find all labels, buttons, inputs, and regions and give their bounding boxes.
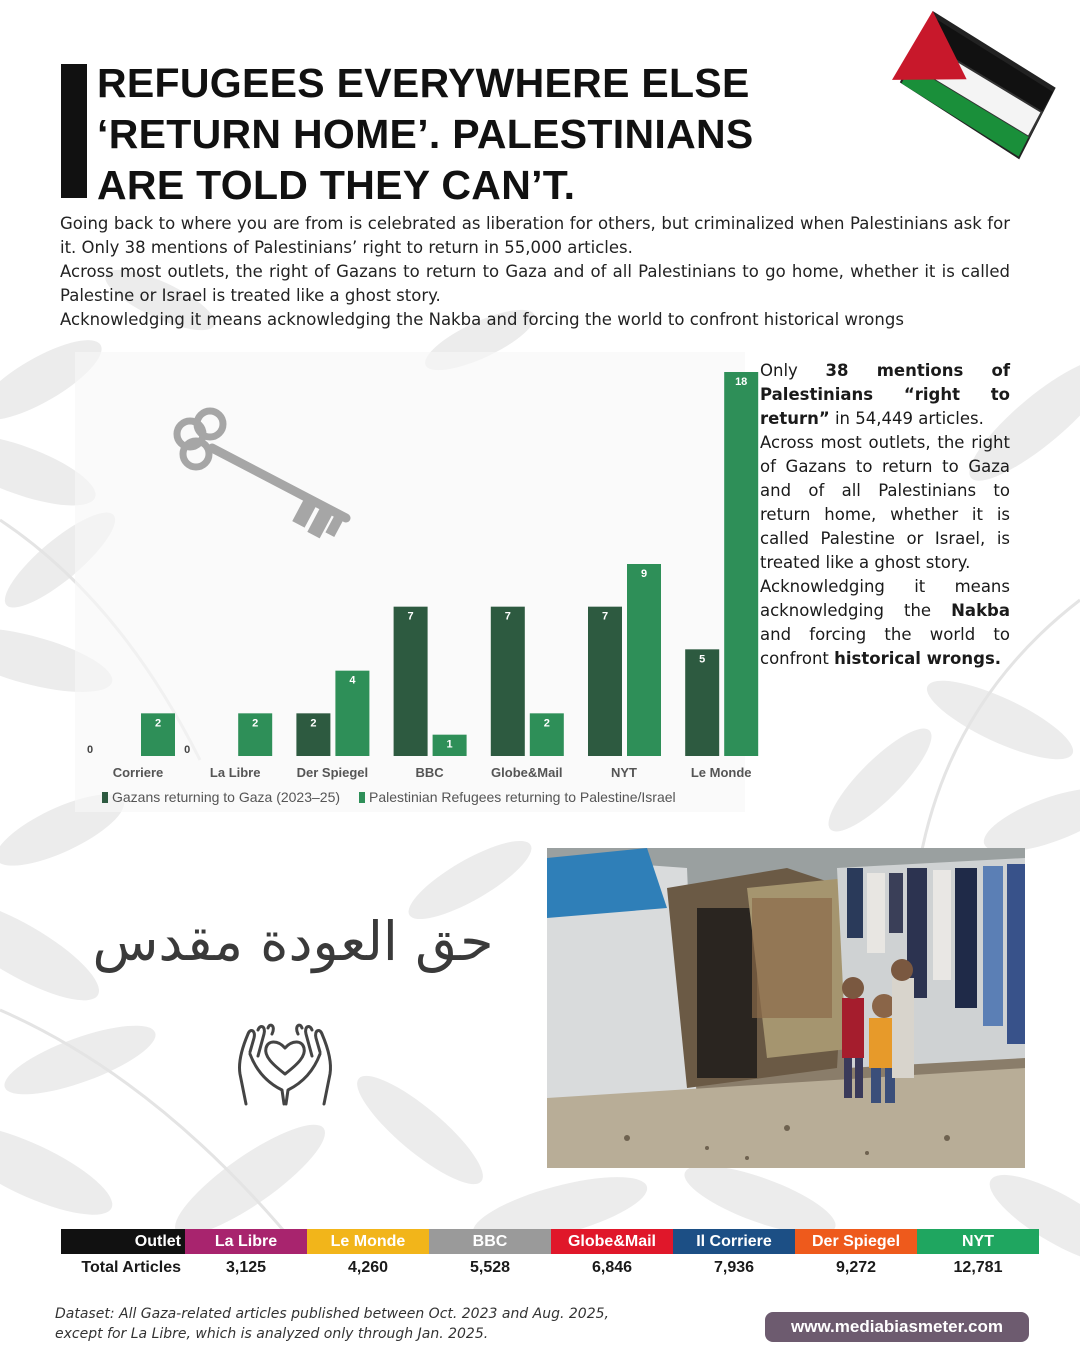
- totals-header-row: [61, 1229, 1039, 1254]
- chart-bar: [394, 607, 428, 756]
- chart-bar: [724, 372, 758, 756]
- totals-outlet-value: 5,528: [469, 1259, 511, 1276]
- title-line-3: ARE TOLD THEY CAN’T.: [97, 162, 576, 208]
- chart-data-label: 7: [601, 610, 609, 623]
- chart-data-label: 5: [699, 653, 706, 666]
- totals-outlet-header: BBC: [429, 1229, 551, 1254]
- website-link[interactable]: www.mediabiasmeter.com: [765, 1312, 1029, 1342]
- totals-values-row: [61, 1254, 1039, 1282]
- intro-text: [60, 212, 1010, 332]
- side-commentary: [760, 359, 1010, 671]
- intro-paragraph-2: Across most outlets, the right of Gazans to return to Gaza and of all Palestinians to go home, whether it is called Palestine or Israel is treated like a ghost story.: [60, 262, 1010, 305]
- chart-bar: [627, 564, 661, 756]
- chart-category-label: BBC: [415, 765, 444, 780]
- totals-values-label: Total Articles: [81, 1259, 181, 1276]
- arabic-calligraphy: [92, 888, 494, 998]
- totals-outlet-header: Globe&Mail: [551, 1229, 673, 1254]
- totals-outlet-header: Il Corriere: [673, 1229, 795, 1254]
- chart-data-label: 2: [252, 717, 259, 730]
- chart-category-label: Le Monde: [690, 765, 752, 780]
- chart-data-label: 1: [446, 738, 453, 751]
- hands-heart-icon: [232, 1012, 338, 1112]
- title-line-2: ‘RETURN HOME’. PALESTINIANS: [97, 111, 754, 157]
- note-line-2: except for La Libre, which is analyzed only through Jan. 2025.: [55, 1326, 489, 1342]
- chart-data-label: 0: [184, 744, 191, 756]
- note-line-1: Dataset: All Gaza-related articles published between Oct. 2023 and Aug. 2025,: [55, 1306, 609, 1322]
- chart-bar: [491, 607, 525, 756]
- return-mentions-bar-chart: [75, 352, 752, 812]
- intro-paragraph-1: Going back to where you are from is celebrated as liberation for others, but criminalized when Palestinians ask for it. Only 38 mentions of Palestinians’ right to return in 55,000 articles.: [60, 214, 1010, 257]
- chart-category-label: Corriere: [112, 765, 164, 780]
- title-line-1: REFUGEES EVERYWHERE ELSE: [97, 60, 750, 106]
- dataset-note: [55, 1304, 655, 1344]
- legend-label: Gazans returning to Gaza (2023–25): [112, 789, 341, 805]
- refugee-camp-photo: [547, 848, 1025, 1168]
- totals-header-label: Outlet: [61, 1229, 185, 1254]
- side-paragraph-3: Acknowledging it means acknowledging the Nakba and forcing the world to confront historical wrongs.: [760, 577, 1010, 668]
- totals-outlet-header: Le Monde: [307, 1229, 429, 1254]
- totals-outlet-value: 9,272: [835, 1259, 877, 1276]
- chart-data-label: 4: [349, 674, 356, 687]
- total-articles-table: [61, 1229, 1039, 1282]
- chart-category-label: La Libre: [209, 765, 261, 780]
- chart-category-label: NYT: [611, 765, 637, 780]
- totals-outlet-header: La Libre: [185, 1229, 307, 1254]
- totals-outlet-value: 3,125: [225, 1259, 267, 1276]
- chart-data-label: 0: [86, 744, 94, 756]
- chart-category-label: Der Spiegel: [296, 765, 369, 780]
- svg-text:حق العودة مقدس: حق العودة مقدس: [92, 910, 494, 973]
- chart-data-label: 7: [407, 610, 414, 623]
- chart-bar: [588, 607, 622, 756]
- chart-data-label: 18: [735, 376, 748, 388]
- totals-outlet-value: 4,260: [347, 1259, 389, 1276]
- totals-outlet-value: 12,781: [953, 1259, 1003, 1276]
- chart-data-label: 9: [640, 568, 648, 580]
- page-title: [97, 58, 797, 211]
- legend-label: Palestinian Refugees returning to Palestine/Israel: [369, 789, 676, 805]
- title-accent-bar: [61, 64, 87, 198]
- totals-outlet-header: NYT: [917, 1229, 1039, 1254]
- totals-outlet-value: 6,846: [591, 1259, 633, 1276]
- intro-paragraph-3: Acknowledging it means acknowledging the Nakba and forcing the world to confront historical wrongs: [60, 310, 904, 329]
- chart-data-label: 7: [504, 610, 511, 623]
- chart-data-label: 2: [154, 717, 162, 730]
- side-paragraph-2: Across most outlets, the right of Gazans to return to Gaza and of all Palestinians to return home, whether it is called Palestine or Israel, is treated like a ghost story.: [760, 433, 1010, 572]
- totals-outlet-header: Der Spiegel: [795, 1229, 917, 1254]
- palestine-flag-map-icon: [868, 4, 1078, 172]
- chart-data-label: 2: [310, 717, 317, 730]
- chart-data-label: 2: [543, 717, 550, 730]
- legend-swatch: [359, 792, 365, 803]
- side-paragraph-1: Only 38 mentions of Palestinians “right to return” in 54,449 articles.: [760, 361, 1010, 428]
- chart-category-label: Globe&Mail: [491, 765, 563, 780]
- totals-outlet-value: 7,936: [713, 1259, 755, 1276]
- legend-swatch: [102, 792, 108, 803]
